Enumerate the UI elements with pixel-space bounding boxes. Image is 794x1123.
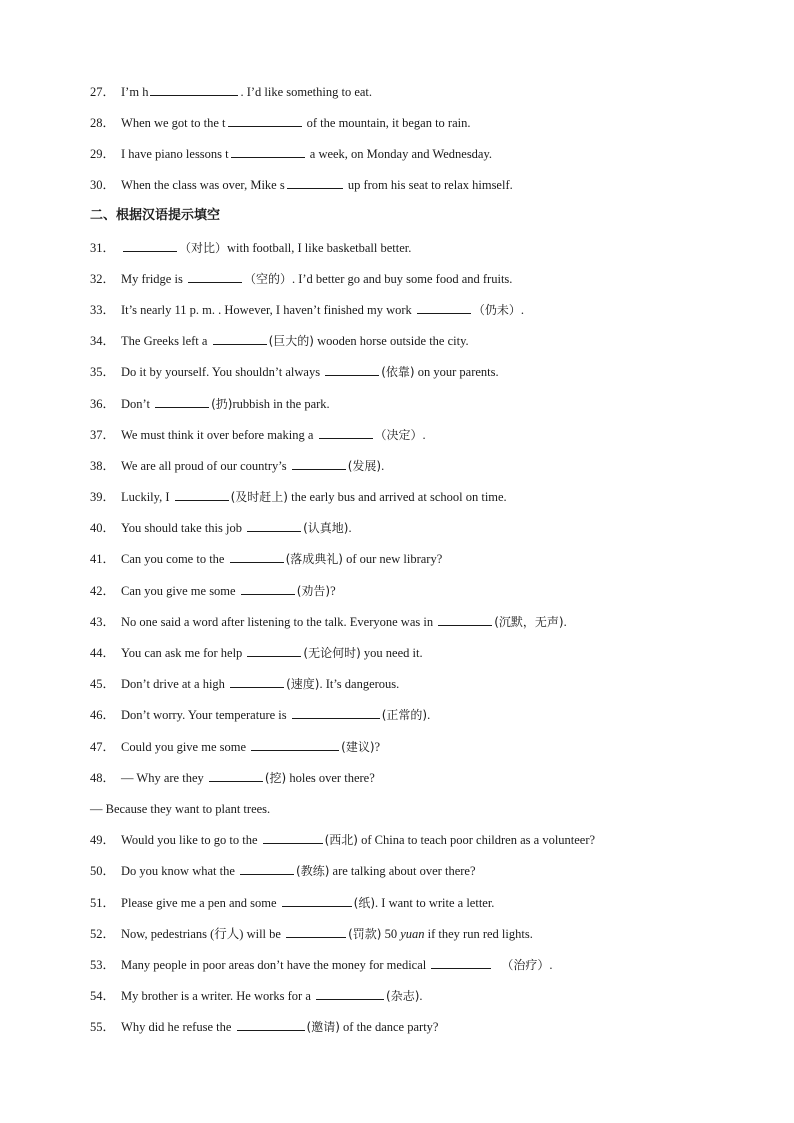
answer-blank[interactable] xyxy=(230,551,284,563)
question-number: 50． xyxy=(90,864,116,878)
chinese-hint: (邀请) xyxy=(306,1020,340,1034)
chinese-hint: (发展) xyxy=(347,459,382,473)
question-40 xyxy=(90,520,730,536)
question-number: 28． xyxy=(90,116,116,130)
question-text: We must think it over before making a xyxy=(121,428,317,442)
question-number: 44． xyxy=(90,646,116,660)
question-text: When we got to the t xyxy=(121,116,226,130)
section-heading: 二、根据汉语提示填空 xyxy=(90,208,221,223)
question-36 xyxy=(90,396,730,412)
question-text: No one said a word after listening to the talk. Everyone was in xyxy=(121,615,437,629)
question-number: 39． xyxy=(90,490,116,504)
answer-blank[interactable] xyxy=(287,177,343,189)
question-text: of China to teach poor children as a volunteer? xyxy=(358,833,596,847)
question-number: 34． xyxy=(90,334,116,348)
question-32 xyxy=(90,271,730,287)
chinese-hint: （对比） xyxy=(179,241,228,255)
question-number: 41． xyxy=(90,552,116,566)
question-text: . xyxy=(419,989,423,1003)
question-number: 38． xyxy=(90,459,116,473)
answer-blank[interactable] xyxy=(292,458,346,470)
chinese-hint: (巨大的) xyxy=(268,334,314,348)
chinese-hint: (依靠) xyxy=(381,365,415,379)
answer-blank[interactable] xyxy=(240,863,294,875)
question-number: 52． xyxy=(90,927,116,941)
answer-blank[interactable] xyxy=(319,427,373,439)
question-text: the early bus and arrived at school on time. xyxy=(288,490,507,504)
answer-blank[interactable] xyxy=(123,240,177,252)
question-34 xyxy=(90,333,730,349)
chinese-hint: (劝告) xyxy=(296,584,331,598)
chinese-hint: (杂志) xyxy=(386,989,420,1003)
chinese-hint: (扔) xyxy=(211,397,233,411)
question-52 xyxy=(90,926,730,942)
question-text: It’s nearly 11 p. m. . However, I haven’t finished my work xyxy=(121,303,415,317)
question-38 xyxy=(90,458,730,474)
question-text: . xyxy=(549,958,553,972)
question-50 xyxy=(90,863,730,879)
question-text: When the class was over, Mike s xyxy=(121,178,285,192)
question-text: . xyxy=(381,459,385,473)
question-text: You should take this job xyxy=(121,521,246,535)
question-text: Now, pedestrians (行人) will be xyxy=(121,927,285,941)
question-number: 32． xyxy=(90,272,116,286)
question-text: Would you like to go to the xyxy=(121,833,261,847)
answer-blank[interactable] xyxy=(431,957,491,969)
question-number: 49． xyxy=(90,833,116,847)
question-text: . I’d like something to eat. xyxy=(240,85,373,99)
chinese-hint: （仍未） xyxy=(472,303,521,317)
question-number: 29． xyxy=(90,147,116,161)
question-text: Can you give me some xyxy=(121,584,239,598)
answer-blank[interactable] xyxy=(438,614,492,626)
chinese-hint: (教练) xyxy=(296,864,330,878)
dialogue-reply xyxy=(90,801,730,817)
question-text: Do you know what the xyxy=(121,864,239,878)
question-text: . xyxy=(348,521,352,535)
question-number: 51． xyxy=(90,896,116,910)
answer-blank[interactable] xyxy=(231,146,305,158)
question-number: 46． xyxy=(90,708,116,722)
chinese-hint: (落成典礼) xyxy=(285,552,343,566)
question-29 xyxy=(90,146,730,162)
question-text: Don’t worry. Your temperature is xyxy=(121,708,290,722)
chinese-hint: (及时赶上) xyxy=(230,490,288,504)
question-text: 50 xyxy=(381,927,401,941)
question-number: 55． xyxy=(90,1020,116,1034)
answer-blank[interactable] xyxy=(150,84,238,96)
question-text: of our new library? xyxy=(342,552,443,566)
answer-blank[interactable] xyxy=(241,583,295,595)
question-number: 27． xyxy=(90,85,116,99)
question-28 xyxy=(90,115,730,131)
question-text: wooden horse outside the city. xyxy=(313,334,469,348)
question-text: holes over there? xyxy=(286,771,375,785)
question-text: Many people in poor areas don’t have the money for medical xyxy=(121,958,430,972)
question-53 xyxy=(90,957,730,973)
question-number: 36． xyxy=(90,397,116,411)
question-text: Luckily, I xyxy=(121,490,173,504)
chinese-hint: (建议) xyxy=(341,740,375,754)
question-text: up from his seat to relax himself. xyxy=(344,178,513,192)
question-text: of the mountain, it began to rain. xyxy=(303,116,471,130)
question-41 xyxy=(90,551,730,567)
question-number: 47． xyxy=(90,740,116,754)
question-text: Can you come to the xyxy=(121,552,228,566)
question-51 xyxy=(90,895,730,911)
question-54 xyxy=(90,988,730,1004)
question-text: . xyxy=(563,615,567,629)
question-text: My fridge is xyxy=(121,272,186,286)
answer-blank[interactable] xyxy=(292,707,380,719)
question-number: 35． xyxy=(90,365,116,379)
question-text: of the dance party? xyxy=(339,1020,439,1034)
answer-blank[interactable] xyxy=(247,520,301,532)
chinese-hint: (西北) xyxy=(324,833,358,847)
question-text-italic: yuan xyxy=(400,927,425,941)
question-44 xyxy=(90,645,730,661)
question-text: ? xyxy=(330,584,336,598)
question-27 xyxy=(90,84,730,100)
question-text: Don’t drive at a high xyxy=(121,677,229,691)
question-46 xyxy=(90,707,730,723)
question-text: you need it. xyxy=(360,646,423,660)
question-text: I’m h xyxy=(121,85,149,99)
question-text: ? xyxy=(374,740,381,754)
question-number: 31． xyxy=(90,241,116,255)
chinese-hint: (纸) xyxy=(353,896,376,910)
answer-blank[interactable] xyxy=(316,988,384,1000)
question-text: rubbish in the park. xyxy=(232,397,330,411)
answer-blank[interactable] xyxy=(188,271,242,283)
question-text: . I want to write a letter. xyxy=(375,896,495,910)
question-text: Do it by yourself. You shouldn’t always xyxy=(121,365,324,379)
answer-blank[interactable] xyxy=(417,302,471,314)
question-text: Please give me a pen and some xyxy=(121,896,280,910)
question-number: 53． xyxy=(90,958,116,972)
question-47 xyxy=(90,739,730,755)
question-text: on your parents. xyxy=(414,365,499,379)
question-text: with football, I like basketball better. xyxy=(227,241,412,255)
question-text: Could you give me some xyxy=(121,740,250,754)
question-text: . xyxy=(520,303,525,317)
question-text: I have piano lessons t xyxy=(121,147,229,161)
question-number: 37． xyxy=(90,428,116,442)
chinese-hint: (认真地) xyxy=(303,521,349,535)
question-number: 40． xyxy=(90,521,116,535)
question-text: . It’s dangerous. xyxy=(319,677,400,691)
question-text: Don’t xyxy=(121,397,154,411)
question-text: a week, on Monday and Wednesday. xyxy=(306,147,493,161)
answer-blank[interactable] xyxy=(228,115,302,127)
question-text: Why did he refuse the xyxy=(121,1020,235,1034)
question-number: 45． xyxy=(90,677,116,691)
chinese-hint: (正常的) xyxy=(381,708,428,722)
question-55 xyxy=(90,1019,730,1035)
question-number: 54． xyxy=(90,989,116,1003)
question-text: The Greeks left a xyxy=(121,334,211,348)
question-39 xyxy=(90,489,730,505)
question-text: . I’d better go and buy some food and fruits. xyxy=(291,272,513,286)
answer-blank[interactable] xyxy=(155,396,209,408)
answer-blank[interactable] xyxy=(286,926,346,938)
answer-blank[interactable] xyxy=(325,364,379,376)
question-31 xyxy=(90,240,730,256)
question-text: — Because they want to plant trees. xyxy=(90,802,271,816)
chinese-hint: (速度) xyxy=(286,677,320,691)
chinese-hint: (挖) xyxy=(264,771,287,785)
answer-blank[interactable] xyxy=(209,770,263,782)
answer-blank[interactable] xyxy=(237,1019,305,1031)
question-37 xyxy=(90,427,730,443)
answer-blank[interactable] xyxy=(175,489,229,501)
answer-blank[interactable] xyxy=(263,832,323,844)
answer-blank[interactable] xyxy=(230,676,284,688)
question-number: 48． xyxy=(90,771,116,785)
question-text: We are all proud of our country’s xyxy=(121,459,290,473)
question-text: . xyxy=(427,708,431,722)
chinese-hint: (罚款) xyxy=(348,927,382,941)
question-43 xyxy=(90,614,730,630)
question-text: — Why are they xyxy=(121,771,207,785)
chinese-hint: (无论何时) xyxy=(303,646,361,660)
question-text: My brother is a writer. He works for a xyxy=(121,989,315,1003)
question-number: 33． xyxy=(90,303,116,317)
question-number: 42． xyxy=(90,584,116,598)
question-45 xyxy=(90,676,730,692)
chinese-hint: （治疗） xyxy=(501,958,550,972)
answer-blank[interactable] xyxy=(282,895,352,907)
answer-blank[interactable] xyxy=(251,739,339,751)
question-48 xyxy=(90,770,730,786)
question-number: 43． xyxy=(90,615,116,629)
question-35 xyxy=(90,364,730,380)
question-30 xyxy=(90,177,730,193)
chinese-hint: （决定） xyxy=(374,428,423,442)
chinese-hint: (沉默，无声) xyxy=(494,615,564,629)
question-number: 30． xyxy=(90,178,116,192)
question-text: You can ask me for help xyxy=(121,646,246,660)
question-49 xyxy=(90,832,730,848)
question-42 xyxy=(90,583,730,599)
answer-blank[interactable] xyxy=(247,645,301,657)
question-text: . xyxy=(422,428,426,442)
chinese-hint: （空的） xyxy=(243,272,292,286)
answer-blank[interactable] xyxy=(213,333,267,345)
question-text: if they run red lights. xyxy=(424,927,533,941)
question-33 xyxy=(90,302,730,318)
question-text: are talking about over there? xyxy=(329,864,476,878)
